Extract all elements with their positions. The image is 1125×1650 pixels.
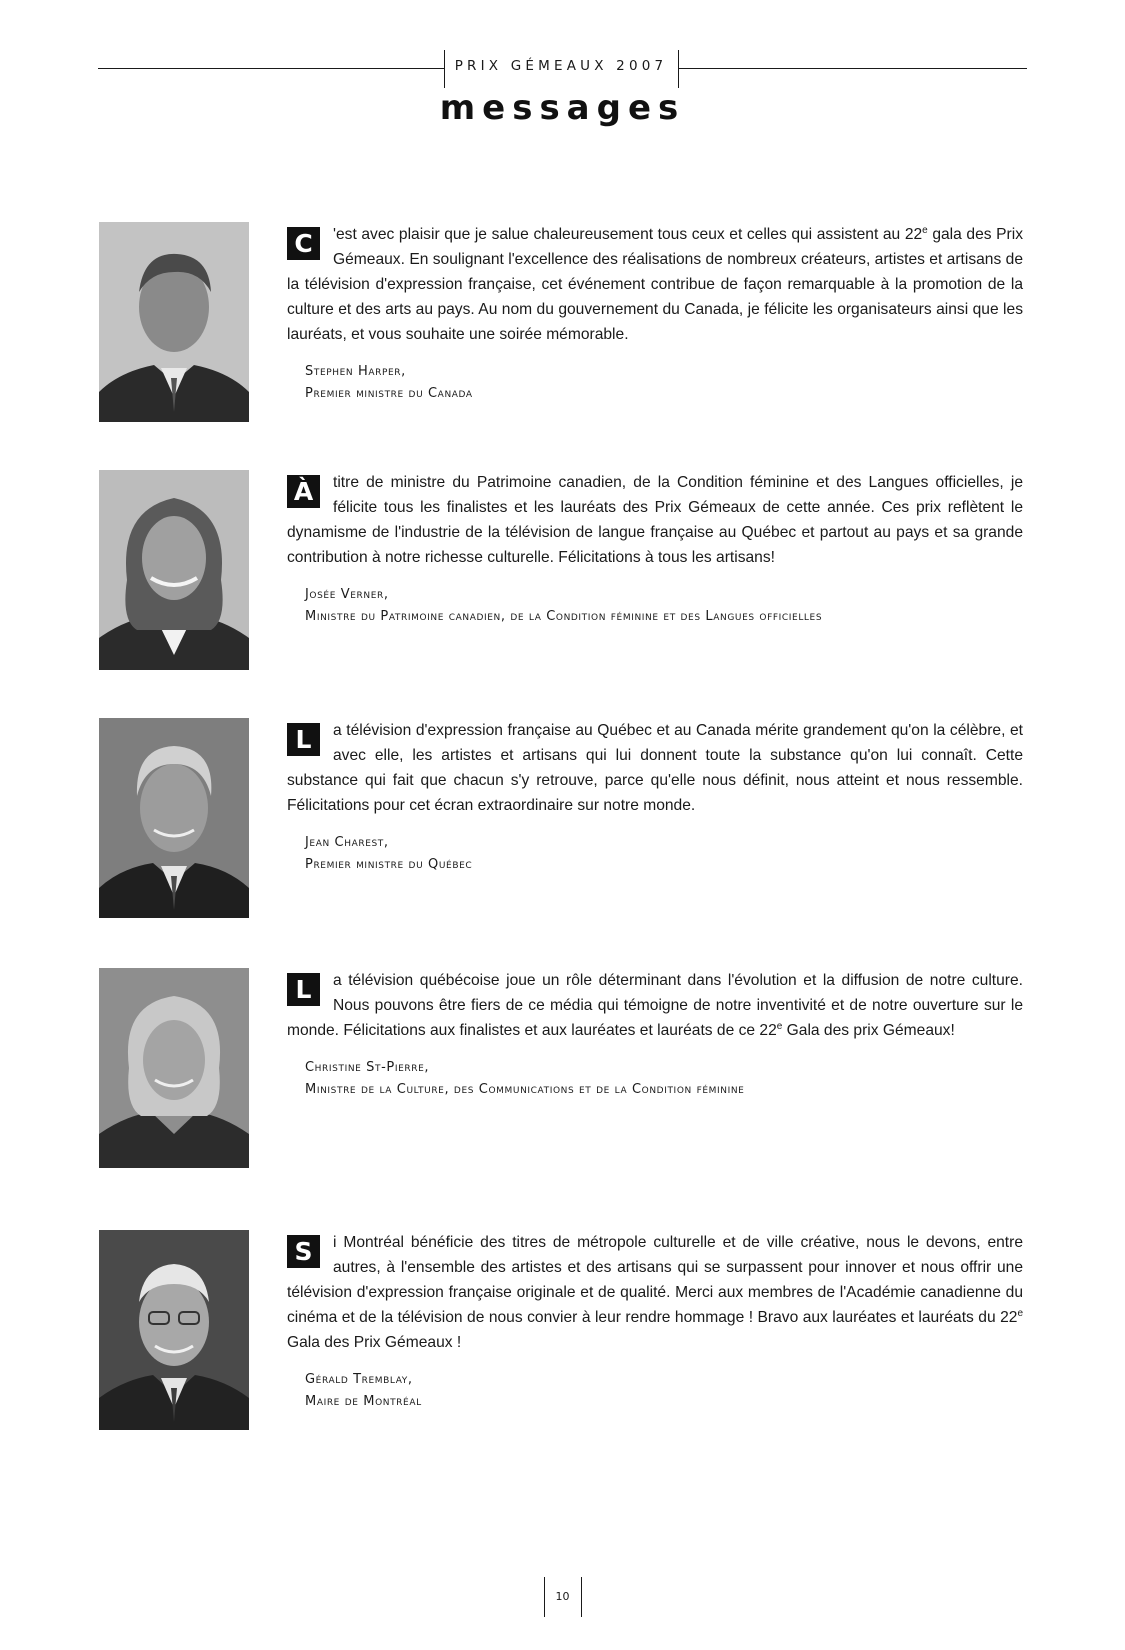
message-body: titre de ministre du Patrimoine canadien, de la Condition féminine et des Langues officielles, je félicite tous les finalistes et les lauréats des Prix Gémeaux de cette année. Ces prix reflètent le dynamisme de l'industrie de la télévision de langue française au Québec et partout au pays et sa grande contribution à notre richesse culturelle. Félicitations à tous les artisans! <box>287 474 1023 566</box>
page-title: messages <box>439 88 686 128</box>
portrait-photo <box>99 470 249 670</box>
header-rule-right <box>678 68 1027 69</box>
signatory-title: Premier ministre du Canada <box>305 386 473 401</box>
signatory-name: Josée Verner, <box>305 587 389 602</box>
message-body: i Montréal bénéficie des titres de métropole culturelle et de ville créative, nous le devons, entre autres, à l'ensemble des artistes et des artisans qui se surpassent pour innover et nous offrir une télévision d'expression française originale et de qualité. Merci aux membres de l'Académie canadienne du cinéma et de la télévision de nous convier à leur rendre hommage ! Bravo aux lauréates et lauréats du 22e Gala des Prix Gémeaux ! <box>287 1234 1023 1351</box>
signatory-title: Premier ministre du Québec <box>305 857 473 872</box>
header-rule-left <box>98 68 444 69</box>
signatory-name: Jean Charest, <box>305 835 389 850</box>
message-text-block <box>287 718 1023 876</box>
drop-cap: L <box>287 973 320 1006</box>
signature <box>305 1369 1023 1413</box>
message-text-block <box>287 470 1023 628</box>
signatory-name: Stephen Harper, <box>305 364 406 379</box>
signatory-title: Ministre du Patrimoine canadien, de la Condition féminine et des Langues officielles <box>305 609 823 624</box>
drop-cap: L <box>287 723 320 756</box>
publication-title: PRIX GÉMEAUX 2007 <box>454 58 668 74</box>
signatory-name: Christine St-Pierre, <box>305 1060 430 1075</box>
portrait-photo <box>99 222 249 422</box>
drop-cap: À <box>287 475 320 508</box>
portrait-photo <box>99 1230 249 1430</box>
signatory-name: Gérald Tremblay, <box>305 1372 413 1387</box>
message-body: 'est avec plaisir que je salue chaleureusement tous ceux et celles qui assistent au 22e gala des Prix Gémeaux. En soulignant l'excellence des réalisations de nombreux créateurs, artistes et artisans de la télévision d'expression française, cet événement contribue de façon remarquable à la promotion de la culture et des arts au pays. Au nom du gouvernement du Canada, je félicite les organisateurs ainsi que les lauréats, et vous souhaite une soirée mémorable. <box>287 224 1023 343</box>
signature <box>305 1057 1023 1101</box>
signature <box>305 584 1023 628</box>
footer-tick-right <box>581 1577 582 1617</box>
portrait-photo <box>99 968 249 1168</box>
signature <box>305 832 1023 876</box>
page-number: 10 <box>555 1590 570 1603</box>
signatory-title: Maire de Montréal <box>305 1394 422 1409</box>
header-tick-right <box>678 50 679 88</box>
message-text-block <box>287 222 1023 405</box>
drop-cap: S <box>287 1235 320 1268</box>
signatory-title: Ministre de la Culture, des Communications et de la Condition féminine <box>305 1082 745 1097</box>
portrait-photo <box>99 718 249 918</box>
message-text-block <box>287 1230 1023 1413</box>
drop-cap: C <box>287 227 320 260</box>
signature <box>305 361 1023 405</box>
message-text-block <box>287 968 1023 1101</box>
message-body: a télévision québécoise joue un rôle déterminant dans l'évolution et la diffusion de notre culture. Nous pouvons être fiers de ce média qui témoigne de notre inventivité et de notre ouverture sur le monde. Félicitations aux finalistes et aux lauréates et lauréats de ce 22e Gala des prix Gémeaux! <box>287 972 1023 1039</box>
message-body: a télévision d'expression française au Québec et au Canada mérite grandement qu'on la célèbre, et avec elle, les artistes et artisans qui lui donnent toute la substance qu'on lui connaît. Cette substance qui fait que chacun s'y retrouve, parce qu'elle nous définit, nous atteint et nous ressemble. Félicitations pour cet écran extraordinaire sur notre monde. <box>287 722 1023 814</box>
